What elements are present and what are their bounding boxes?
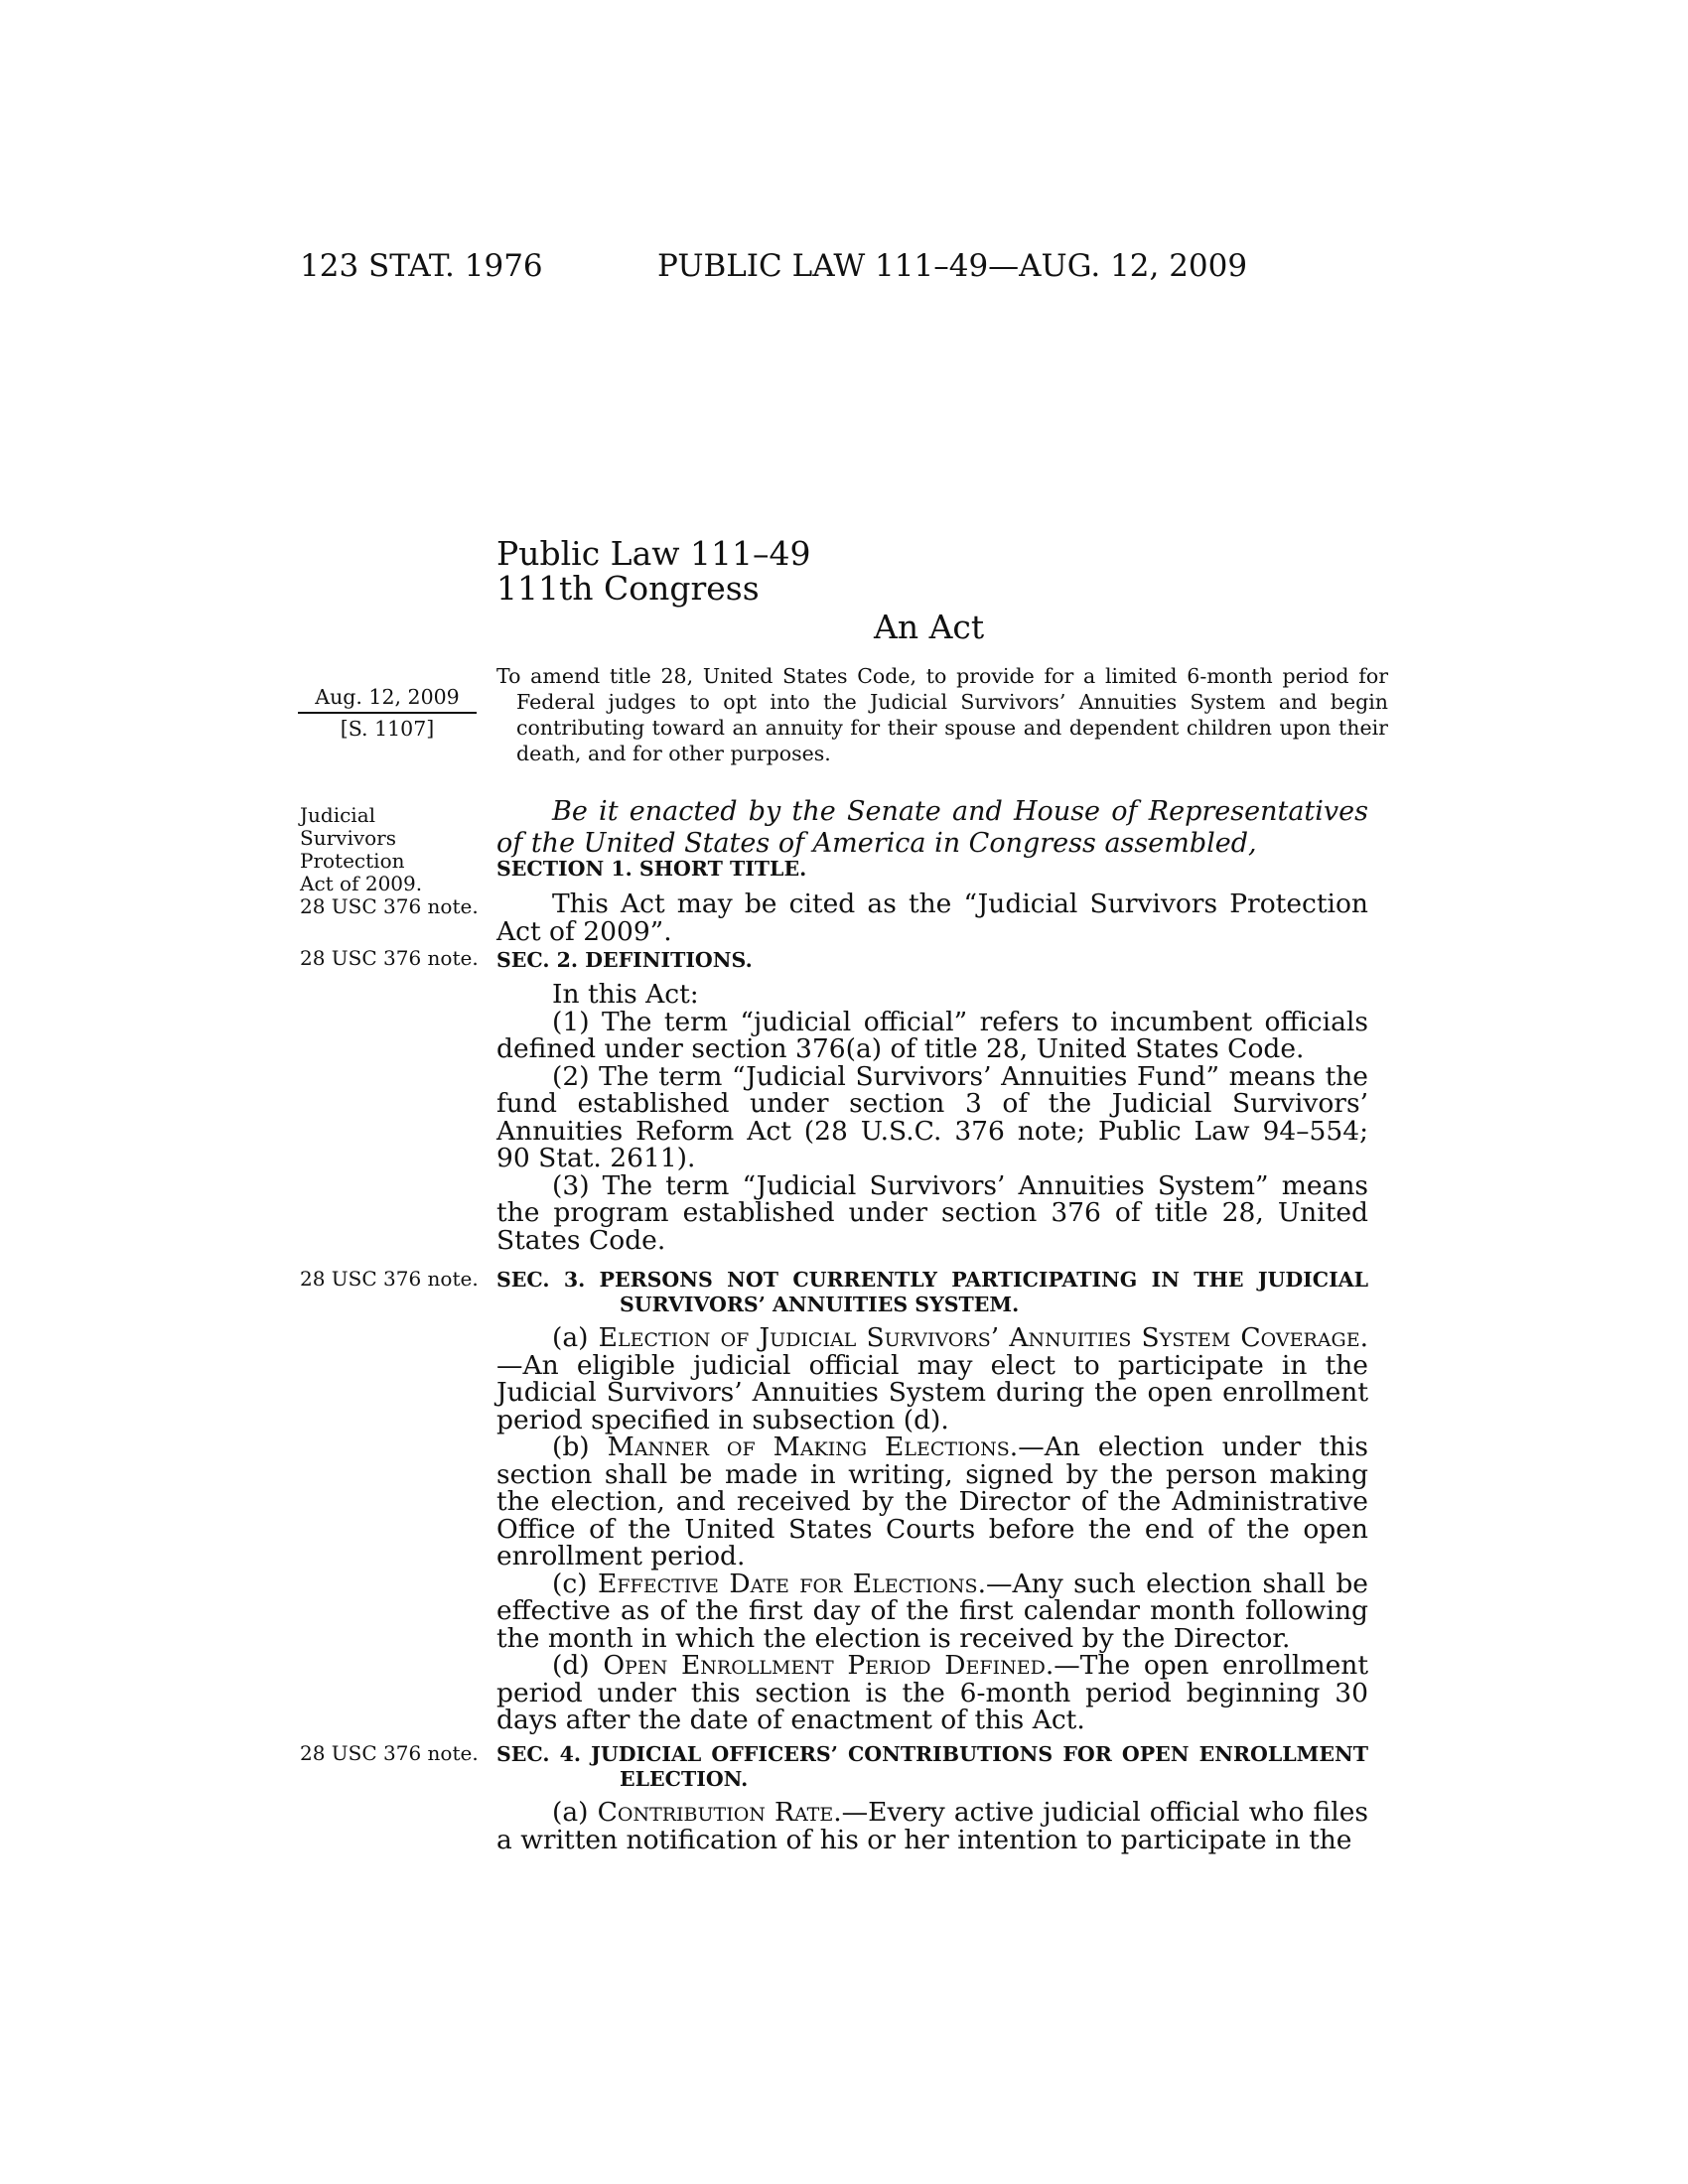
subsection-heading: Contribution Rate. — [597, 1797, 842, 1828]
subsection-text: —Any such election shall be effective as of the first day of the first calendar month following the month in which the election is received by the Director. — [496, 1568, 1368, 1654]
an-act-heading: An Act — [874, 608, 985, 646]
subsection-heading: Election of Judicial Survivors’ Annuities System Coverage. — [598, 1322, 1368, 1353]
margin-note-line: Judicial — [300, 803, 376, 827]
section-3-heading: SEC. 3. PERSONS NOT CURRENTLY PARTICIPATING IN THE JUDICIAL SURVIVORS’ ANNUITIES SYSTEM. — [496, 1268, 1368, 1316]
margin-note-line: Protection — [300, 849, 405, 873]
definition-3: (3) The term “Judicial Survivors’ Annuities System” means the program established under section 376 of title 28, United States Code. — [496, 1169, 1368, 1256]
subsection-4a — [496, 1799, 1368, 1853]
subsection-heading: Open Enrollment Period Defined. — [603, 1650, 1055, 1681]
margin-note-line: 28 USC 376 note. — [300, 894, 479, 918]
subsection-heading: Effective Date for Elections. — [598, 1568, 986, 1599]
short-title-margin-note — [300, 804, 489, 918]
subsection-label: (a) — [552, 1322, 589, 1353]
congress-number: 111th Congress — [496, 569, 760, 608]
section-4-heading: SEC. 4. JUDICIAL OFFICERS’ CONTRIBUTIONS FOR OPEN ENROLLMENT ELECTION. — [496, 1742, 1368, 1791]
enacting-clause: Be it enacted by the Senate and House of Representatives of the United States of America in Congress assembled, — [496, 796, 1368, 859]
subsection-3b — [496, 1433, 1368, 1570]
sec2-margin-note: 28 USC 376 note. — [300, 946, 479, 970]
sec4-margin-note: 28 USC 376 note. — [300, 1741, 479, 1765]
page-reference: 123 STAT. 1976 — [300, 248, 543, 284]
section-2-intro: In this Act: — [552, 979, 699, 1010]
subsection-3d — [496, 1652, 1368, 1734]
section-1-heading: SECTION 1. SHORT TITLE. — [496, 857, 807, 881]
subsection-text: —An eligible judicial official may elect to participate in the Judicial Survivors’ Annuities System during the open enrollment period specified in subsection (d). — [496, 1349, 1368, 1435]
act-purpose: To amend title 28, United States Code, to provide for a limited 6-month period for Federal judges to opt into the Judicial Survivors’ Annuities System and begin contributing toward an annuity for their spouse and dependent children upon their death, and for other purposes. — [496, 664, 1388, 765]
margin-note-line: Survivors — [300, 826, 397, 850]
section-2-heading: SEC. 2. DEFINITIONS. — [496, 948, 753, 972]
subsection-text: —The open enrollment period under this section is the 6-month period beginning 30 days after the date of enactment of this Act. — [496, 1650, 1368, 1735]
subsection-text: —Every active judicial official who files a written notification of his or her intention to participate in the — [496, 1797, 1368, 1855]
subsection-label: (c) — [552, 1568, 588, 1599]
enactment-date: Aug. 12, 2009 — [315, 685, 460, 709]
definition-1: (1) The term “judicial official” refers to incumbent officials defined under section 376(a) of title 28, United States Code. — [496, 1006, 1368, 1064]
subsection-heading: Manner of Making Elections. — [607, 1432, 1019, 1462]
subsection-3a — [496, 1324, 1368, 1433]
running-head-title: PUBLIC LAW 111–49—AUG. 12, 2009 — [657, 248, 1248, 284]
public-law-number: Public Law 111–49 — [496, 534, 811, 573]
date-divider — [298, 712, 477, 714]
subsection-text: —An election under this section shall be made in writing, signed by the person making the election, and received by the Director of the Administrative Office of the United States Courts before the end of the open enrollment period. — [496, 1432, 1368, 1571]
margin-note-line: Act of 2009. — [300, 872, 423, 895]
definition-2: (2) The term “Judicial Survivors’ Annuities Fund” means the fund established under section 3 of the Judicial Survivors’ Annuities Reform Act (28 U.S.C. 376 note; Public Law 94–554; 90 Stat. 2611). — [496, 1060, 1368, 1173]
subsection-label: (d) — [552, 1650, 590, 1681]
sec3-margin-note: 28 USC 376 note. — [300, 1267, 479, 1291]
subsection-label: (a) — [552, 1797, 589, 1828]
subsection-3c — [496, 1570, 1368, 1653]
subsection-label: (b) — [552, 1432, 590, 1462]
section-1-text: This Act may be cited as the “Judicial Survivors Protection Act of 2009”. — [496, 888, 1368, 947]
bill-number: [S. 1107] — [340, 717, 435, 741]
